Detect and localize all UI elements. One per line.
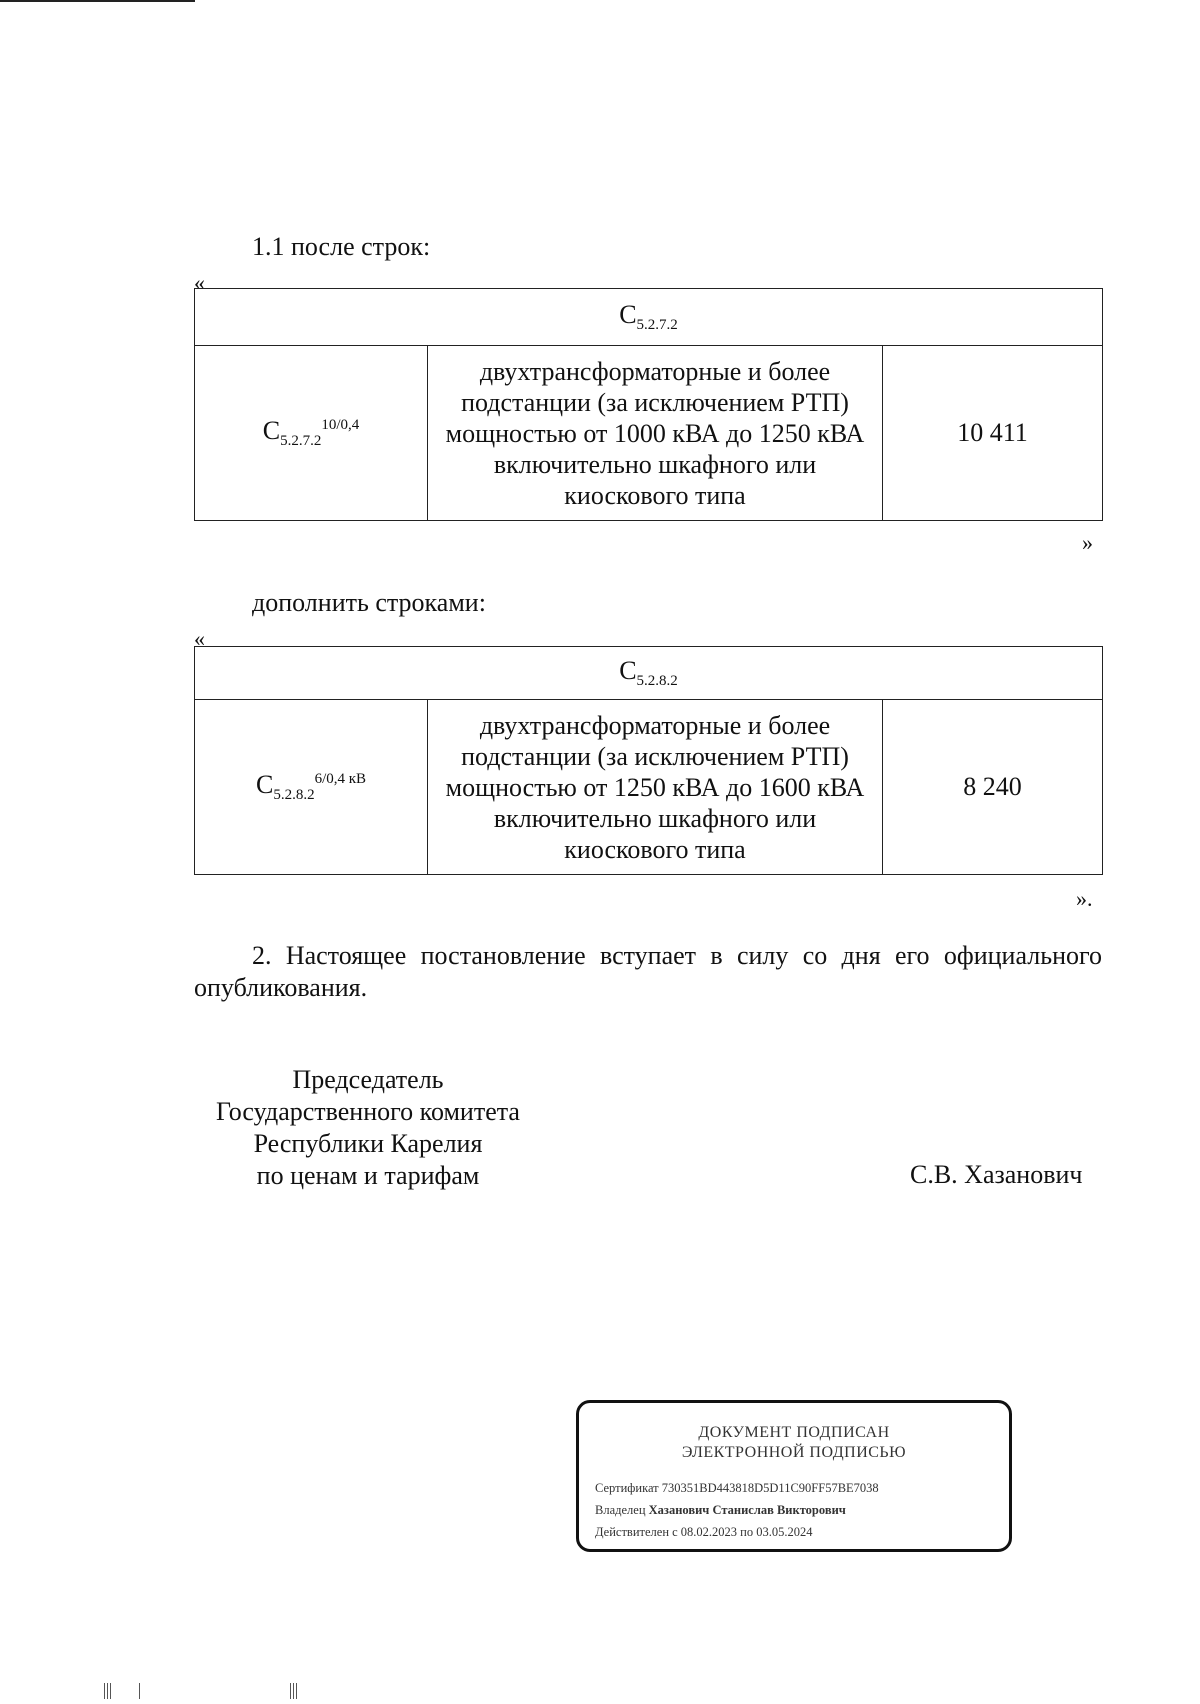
top-rule <box>0 0 195 2</box>
supplement-label: дополнить строками: <box>252 588 486 617</box>
table-row <box>195 700 1103 875</box>
header-code: $С_{5.2.8.2}$ <box>619 656 678 689</box>
signatory-title: Председатель Государственного комитета Республики Карелия по ценам и тарифам <box>216 1065 520 1190</box>
table-header-cell <box>195 647 1103 700</box>
table-header-row <box>195 647 1103 700</box>
signatory-name: С.В. Хазанович <box>910 1160 1083 1189</box>
stamp-owner: Владелец Хазанович Станислав Викторович <box>595 1503 846 1517</box>
table-header-row <box>195 289 1103 346</box>
paragraph-2: 2. Настоящее постановление вступает в силу со дня его официального опубликования. <box>194 941 1102 1002</box>
quote-close-2: ». <box>1076 886 1093 911</box>
item-1-1: 1.1 после строк: <box>252 232 431 261</box>
rate-code-cell: $С_{5.2.7.2}^{10/0,4}$ <box>195 346 428 521</box>
table-row <box>195 346 1103 521</box>
stamp-title-1: ДОКУМЕНТ ПОДПИСАН <box>698 1424 890 1441</box>
quote-open-2: « <box>194 626 205 651</box>
scan-marks <box>104 1683 299 1704</box>
table-header-cell <box>195 289 1103 346</box>
rate-code-cell: $С_{5.2.8.2}^{6/0,4 кВ}$ <box>195 700 428 875</box>
stamp-validity: Действителен с 08.02.2023 по 03.05.2024 <box>595 1525 813 1539</box>
stamp-certificate: Сертификат 730351BD443818D5D11C90FF57BE7038 <box>595 1481 879 1495</box>
quote-close-1: » <box>1082 530 1093 555</box>
description-cell: двухтрансформаторные и более подстанции (за исключением РТП) мощностью от 1250 кВА до 1600 кВА включительно шкафного или киоскового типа <box>428 700 883 875</box>
stamp-title-2: ЭЛЕКТРОННОЙ ПОДПИСЬЮ <box>681 1444 907 1461</box>
header-code: $С_{5.2.7.2}$ <box>619 300 678 333</box>
e-signature-stamp <box>576 1400 1012 1552</box>
tariff-table-2 <box>194 646 1103 875</box>
value-cell: 8 240 <box>883 700 1103 875</box>
quote-open: « <box>194 270 205 295</box>
tariff-table-1 <box>194 288 1103 521</box>
value-cell: 10 411 <box>883 346 1103 521</box>
description-cell: двухтрансформаторные и более подстанции (за исключением РТП) мощностью от 1000 кВА до 1250 кВА включительно шкафного или киоскового типа <box>428 346 883 521</box>
